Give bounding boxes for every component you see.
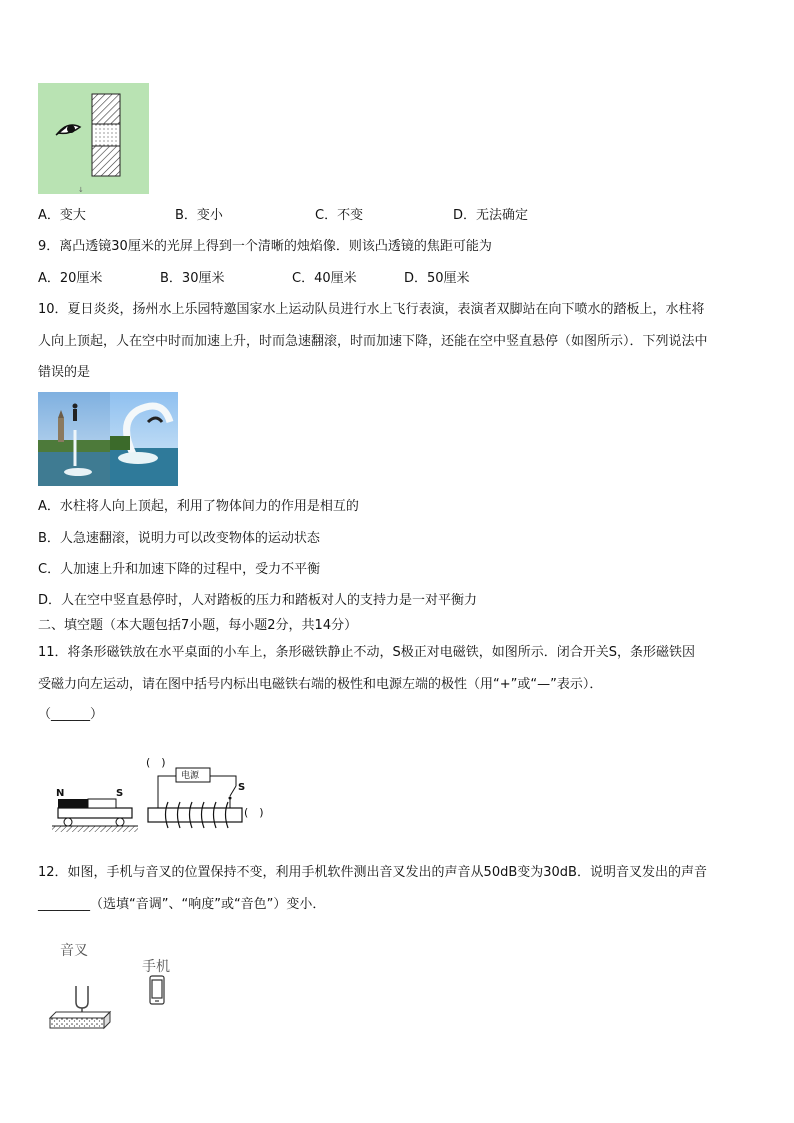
q12-stem-line-1: 12．如图，手机与音叉的位置保持不变，利用手机软件测出音叉发出的声音从50dB变为30dB．说明音叉发出的声音 (38, 865, 707, 880)
svg-text:↓: ↓ (78, 186, 84, 194)
magnet-s-half (88, 799, 116, 808)
q8-option-a: A．变大 (38, 208, 86, 223)
q9-option-b: B．30厘米 (160, 271, 225, 286)
q12-figure (46, 938, 186, 1030)
switch (230, 786, 236, 796)
q8-option-c: C．不变 (315, 208, 364, 223)
q10-stem-line-3: 错误的是 (38, 365, 91, 380)
q11-figure (50, 752, 280, 838)
q8-diagram (38, 83, 149, 194)
magnet-n-label: N (56, 788, 65, 799)
magnet-n-half (58, 799, 88, 808)
q8-figure (38, 83, 149, 194)
q9-stem: 9．离凸透镜30厘米的光屏上得到一个清晰的烛焰像．则该凸透镜的焦距可能为 (38, 239, 492, 254)
q8-option-d: D．无法确定 (453, 208, 529, 223)
q12-stem-line-2: ________（选填“音调”、“响度”或“音色”）变小． (38, 897, 326, 912)
eye-icon (56, 125, 80, 135)
q8-option-b: B．变小 (175, 208, 223, 223)
fork-base (50, 1018, 104, 1028)
section-2-title: 二、填空题（本大题包括7小题，每小题2分，共14分） (38, 618, 358, 633)
electromagnet-right-bracket[interactable]: ( ) (244, 806, 264, 819)
water-show-photo (38, 392, 178, 486)
power-label: 电源 (181, 771, 200, 781)
q10-stem-line-2: 人向上顶起，人在空中时而加速上升，时而急速翻滚，时而加速下降，还能在空中竖直悬停（如图所示）．下列说法中 (38, 334, 708, 349)
q9-option-d: D．50厘米 (404, 271, 470, 286)
upper-block (92, 94, 120, 124)
cart (58, 808, 132, 818)
tuning-fork-icon (76, 986, 88, 1014)
q10-photo (38, 392, 178, 486)
q9-option-c: C．40厘米 (292, 271, 357, 286)
middle-glass (92, 124, 120, 146)
q9-option-a: A．20厘米 (38, 271, 103, 286)
q10-stem-line-1: 10．夏日炎炎，扬州水上乐园特邀国家水上运动队员进行水上飞行表演，表演者双脚站在向下喷水的踏板上，水柱将 (38, 302, 705, 317)
q11-stem-line-1: 11．将条形磁铁放在水平桌面的小车上，条形磁铁静止不动，S极正对电磁铁，如图所示．闭合开关S，条形磁铁因 (38, 645, 696, 660)
q10-option-a: A．水柱将人向上顶起，利用了物体间力的作用是相互的 (38, 499, 359, 514)
q11-answer-blank[interactable]: （______） (38, 707, 104, 722)
q10-option-d: D．人在空中竖直悬停时，人对踏板的压力和踏板对人的支持力是一对平衡力 (38, 593, 478, 608)
switch-label: S (238, 782, 246, 793)
tuning-fork-label: 音叉 (60, 943, 88, 959)
phone-label: 手机 (142, 959, 170, 975)
power-left-bracket[interactable]: ( ) (146, 756, 166, 769)
q10-option-c: C．人加速上升和加速下降的过程中，受力不平衡 (38, 562, 321, 577)
phone-icon (150, 976, 164, 1004)
iron-core (148, 808, 242, 822)
q11-stem-line-2: 受磁力向左运动，请在图中括号内标出电磁铁右端的极性和电源左端的极性（用“+”或“—”表示）． (38, 677, 603, 692)
lower-block (92, 146, 120, 176)
q10-option-b: B．人急速翻滚，说明力可以改变物体的运动状态 (38, 531, 320, 546)
magnet-s-label: S (116, 788, 124, 799)
